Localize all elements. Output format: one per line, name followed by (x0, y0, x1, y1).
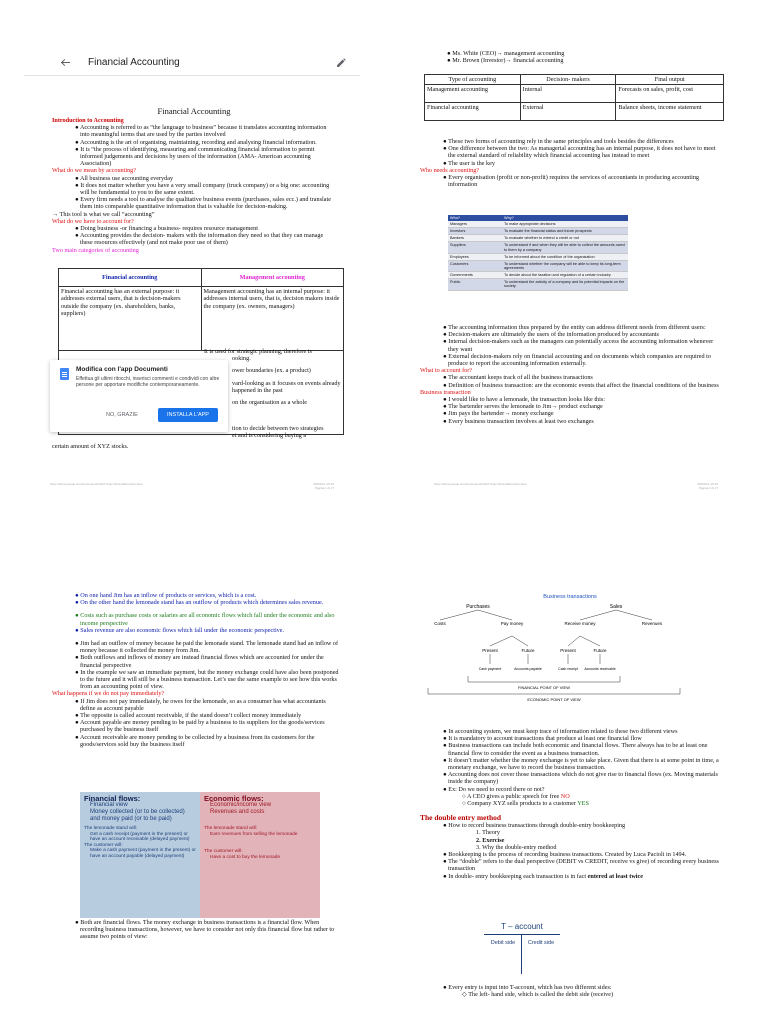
mean-item: ● Every firm needs a tool to analyse the qualitative business events (purchases, sales ecc.) and translate them into comparable quantitative information that is valuable for decision-making. (75, 196, 331, 211)
why-heading: What do we have to account for? (52, 217, 134, 225)
point-item: ● In accounting system, we must keep trace of information related to these two different views (443, 728, 678, 735)
point-item: ● I would like to have a lemonade, the transaction looks like this: (443, 396, 605, 404)
svg-text:Receive money: Receive money (564, 621, 596, 626)
point-item: ● Internal decision-makers such as the managers can potentially access the accounting information whenever they want (443, 338, 714, 353)
svg-text:Cash receipt: Cash receipt (558, 667, 578, 671)
business-transactions-diagram (420, 590, 720, 714)
list-item: 1. Theory (476, 829, 500, 837)
example-2: ○ Company XYZ sells products to a customer YES (462, 800, 589, 808)
example-1: ○ A CEO gives a public speech for free NO (462, 792, 570, 800)
mgmt-boundaries: ower boundaries (ex. a product) (232, 367, 311, 375)
account-heading: What to account for? (420, 367, 473, 375)
install-app-button[interactable]: INSTALLA L'APP (158, 408, 218, 422)
point-item: ● If Jim does not pay immediately, he owes for the lemonade, so as a consumer has what accountants define as account payable (75, 697, 326, 712)
intro-heading: Introduction to Accounting (52, 117, 124, 124)
point-item: ● On the other hand the lemonade stand has an outflow of products which determines sales revenue. (75, 599, 324, 607)
tail-line: et and is considering buying a (232, 432, 307, 440)
table-row: Financial accounting External Balance sheets, income statement (425, 103, 724, 121)
banner-title: Modifica con l'app Documenti (76, 366, 168, 373)
point-item: ● The bartender serves the lemonade to Jim→ product exchange (443, 403, 603, 411)
banner-message: Effettua gli ultimi ritocchi, inserisci commenti e condividi con altre persone per apportare modifiche contemporaneamente. (76, 376, 220, 388)
page-2 (384, 0, 768, 500)
page-footer (50, 482, 334, 490)
credit-side-label: Credit side (527, 940, 555, 946)
table-row: Customers To understand whether the company will be able to keep its long-term agreements (448, 260, 628, 271)
point-item: ● On one hand Jim has an inflow of products or services, which is a cost. (75, 592, 257, 599)
point-item: ● The accounting information thus prepared by the entity can address different needs from different users: (443, 324, 706, 331)
point-item: ● How to record business transactions through double-entry bookkeeping (443, 822, 626, 830)
diagram-sales: Sales (609, 604, 623, 610)
doc-title: Financial Accounting (157, 106, 231, 116)
diagram-purchases: Purchases (466, 604, 490, 610)
mean-heading: What do we mean by accounting? (52, 167, 137, 175)
mean-item: ● It does not matter whether you have a very small company (truck company) or a big one: accounting will be fundamental to you to the same extent. (75, 181, 330, 197)
point-item: ● Ex: Do we need to record there or not? (443, 785, 545, 793)
table-row: Suppliers To understand if and when they will be able to collect the amounts owed to them by a company (448, 242, 628, 253)
page3-end (52, 919, 340, 941)
tail-line: certain amount of XYZ stocks. (52, 443, 129, 450)
svg-text:Pay money: Pay money (500, 621, 524, 626)
page4-content (420, 728, 724, 880)
page2-top (424, 50, 724, 64)
table-row: Investors To evaluate the financial status and future prospects (448, 228, 628, 235)
intro-item: ● Accounting is the art of organising, maintaining, recording and analysing financial information. (75, 138, 317, 146)
tool-line: → This tool is what we call “accounting” (52, 210, 155, 218)
role-item: ● Ms. White (CEO)→ management accounting (447, 50, 565, 57)
point-item: ● Jim pays the bartender→ money exchange (443, 410, 554, 418)
page-footer (434, 482, 718, 490)
svg-text:Future: Future (593, 648, 607, 653)
page1-tail (232, 425, 362, 439)
point-item: ● Accounting does not cover those transactions which do not give rise to financial flows (ex. Moving materials inside the company) (443, 771, 718, 786)
page-4 (384, 512, 768, 1024)
transaction-heading: Business transaction (420, 388, 471, 396)
point-item: ● It is mandatory to account transactions that produce at least one financial flow (443, 735, 642, 743)
svg-text:Accounts receivable: Accounts receivable (584, 667, 616, 671)
point-item: ● In double- entry bookkeeping each transaction is in fact entered at least twice (443, 872, 644, 880)
page4-final (420, 984, 724, 998)
table-row: Management accounting Internal Forecasts on sales, profit, cost (425, 85, 724, 103)
point-item: ● The user is the key (443, 159, 495, 167)
table-row: Governments To decide about the taxation and regulation of a certain industry (448, 272, 628, 279)
point-item: ● Every business transaction involves at least two exchanges (443, 417, 594, 425)
mean-item: ● All business use accounting everyday (75, 174, 174, 182)
t-account-diagram (482, 922, 562, 978)
point-item: ● Sales revenue are also economic flows which fall under the economic perspective. (75, 626, 285, 634)
point-item: ● Business transactions can include both economic and financial flows. There always has to be at least one financial flow to consider the event as a business transaction. (443, 742, 708, 757)
page2-content (420, 138, 724, 188)
th-management: Management accounting (201, 269, 344, 287)
point-item: ● The “double” refers to the dual perspective (DEBIT vs CREDIT, receive vs give) of recording every business transaction (443, 858, 719, 873)
point-item: ● Every entry is input into T-account, which has two different sides: (443, 984, 612, 991)
svg-text:Present: Present (482, 648, 498, 653)
td-management-text: Management accounting has an internal purpose: it addresses internal users, that is, decision makers inside the company (ex. owners, managers) (203, 288, 340, 310)
point-item: ● Both are financial flows. The money exchange in business transactions is a financial flow. When recording business transactions, however, we have to consider not only this financial flow but rather to assume two points of view: (75, 919, 335, 941)
svg-text:Cash payment: Cash payment (478, 667, 502, 671)
point-item: ● Both outflows and inflows of money are instead financial flows which are accounted for under the financial perspective (75, 654, 324, 669)
page2-content-2 (420, 324, 724, 425)
why-item: ● Doing business -or financing a business- requires resource management (75, 225, 258, 233)
footer-url: https://docs.google.com/document/u/0/d/1?usp=drivesdk&mode=view (50, 482, 143, 486)
table-row: Public To understand the activity of a company and its potential impacts on the society (448, 279, 628, 290)
list-item: 2. Exercise (476, 836, 505, 844)
intro-item: ● Accounting is referred to as “the language to business” because it translates accounting information into meaningful terms that are used by the parties involved (75, 124, 327, 139)
table-row: Employees To be informed about the condition of the organisation (448, 253, 628, 260)
th-financial: Financial accounting (59, 269, 202, 287)
back-arrow-icon[interactable] (60, 58, 70, 68)
th-decision: Decision- makers (520, 75, 616, 85)
point-item: ● The opposite is called account receivable, if the stand doesn’t collect money immediately (75, 712, 302, 720)
point-item: ● Costs such as purchase costs or salaries are all economic flows which fall under the economic and also income perspective (75, 612, 335, 627)
point-item: ● External decision-makers rely on financial accounting and on documents which companies are required to produce to report the accounting information externally. (443, 352, 711, 368)
svg-text:Accounts payable: Accounts payable (514, 667, 542, 671)
svg-text:Future: Future (521, 648, 535, 653)
docs-app-icon (60, 368, 69, 380)
page3-content (52, 592, 340, 748)
role-item: ● Mr. Brown (Investor)→ financial accounting (447, 57, 564, 65)
tail-line: tion to decide between two strategies (232, 425, 324, 432)
point-item: ● Account payable are money pending to be paid by a business to its suppliers for the goods/services purchased by the business itself (75, 719, 325, 734)
table-row: Managers To make appropriate decisions (448, 221, 628, 228)
why-item: ● Accounting provides the decision- makers with the information they need so that they can manage these resources effectively (and not make poor use of them) (75, 232, 324, 247)
happen-heading: What happens if we do not pay immediately? (52, 690, 165, 698)
mgmt-strategic: It is used for strategic planning, therefore is (204, 348, 312, 355)
needs-heading: Who needs accounting? (420, 166, 480, 174)
no-thanks-button[interactable]: NO, GRAZIE (106, 412, 138, 418)
footer-date: 18/03/24, 15:32 Pagina 2 di 27 (697, 482, 718, 490)
svg-text:Present: Present (560, 648, 576, 653)
diagram-title: Business transactions (543, 594, 597, 600)
point-item: ● Account receivable are money pending to be collected by a business from its customers for the goods/services sold buy the business itself (75, 733, 315, 748)
th-output: Final output (616, 75, 724, 85)
point-item: ● It doesn’t matter whether the money exchange is yet to take place. Given that there is at some point in time, a monetary exchange, we have to record the business transaction. (443, 756, 719, 772)
financial-flows-box: Financial flows: Financial view Money collected (or to be collected) and money paid (or to be paid) The lemonade stand will: Get a cash receipt (payment in the present) or have an account receivable (delayed payment) The customer will: Make a cash payment (payment in the present) or have an account payable (delayed payment) (80, 792, 200, 918)
page1-content (52, 106, 336, 254)
intro-item: ● It is “the process of identifying, measuring and communicating financial information to permit informed judgements and decisions by users of the information (AMA- American accounting Association) (75, 145, 315, 168)
mgmt-forward: vard-looking as it focuses on events already happened in the past (232, 379, 341, 394)
pencil-edit-icon[interactable] (336, 58, 346, 68)
svg-text:Costs: Costs (434, 621, 446, 626)
economic-flows-box: Economic flows: Economic/income view Revenues and costs The lemonade stand will: Earn revenues from selling the lemonade The customer will: Have a cost to buy the lemonade (200, 792, 320, 918)
needs-item: ● Every organisation (profit or non-profit) requires the services of accountants in producing accounting information (443, 174, 700, 189)
install-app-banner (50, 360, 228, 432)
double-entry-heading: The double entry method (420, 813, 502, 823)
categories-heading: Two main categories of accounting (52, 246, 139, 254)
point-item: ● In the example we saw an immediate payment, but the money exchange could have also been postponed to the future and it will still be a business transaction. Let’s use the same example to see how this works from an accounting point of view. (75, 668, 339, 691)
svg-text:FINANCIAL POINT OF VIEW: FINANCIAL POINT OF VIEW (517, 685, 571, 690)
point-item: ● One difference between the two: As managerial accounting has an internal purpose, it does not have to meet the external standard of reliability which financial accounting has instead to meet (443, 145, 716, 160)
point-item: ● Decision-makers are ultimately the users of the information produced by accountants (443, 331, 659, 339)
footer-date: 18/03/24, 15:32 Pagina 1 di 27 (313, 482, 334, 490)
mgmt-looking: ooking. (232, 355, 251, 363)
td-financial: Financial accounting has an external purpose: it addresses external users, that is decision-makers outside the company (ex. shareholders, banks, suppliers) (59, 287, 202, 351)
svg-text:ECONOMIC POINT OF VIEW: ECONOMIC POINT OF VIEW (527, 697, 581, 702)
th-type: Type of accounting (425, 75, 521, 85)
mgmt-whole: on the organisation as a whole (232, 399, 307, 407)
page-3 (0, 512, 384, 1024)
t-account-title: T – account (501, 922, 543, 931)
app-bar (24, 50, 360, 76)
debit-side-label: Debit side (490, 940, 516, 946)
app-bar-title: Financial Accounting (88, 57, 180, 68)
point-item: ● The accountant keeps track of all the business transactions (443, 374, 593, 382)
footer-url: https://docs.google.com/document/u/0/d/1?usp=drivesdk&mode=view (434, 482, 527, 486)
point-item: ◇ The left- hand side, which is called the debit side (receive) (462, 991, 614, 999)
list-item: 3. Why the double-entry method (476, 843, 557, 851)
point-item: ● These two forms of accounting rely in the same principles and tools besides the differences (443, 138, 674, 145)
who-needs-table: Who? Why? Managers To make appropriate decisions Investors To evaluate the financial status and future prospects Bankers To evaluate whether to extend a credit or not Suppliers To understand if and when they will be able to collect the amounts owed to them by a company Employees To be informed about the condition of the organisation Customers To understand whether the company will be able to keep its long-term agreements Governments To decide about the taxation and regulation of a certain industry Public To understand the activity of a company and its potential impacts on the society (448, 215, 628, 291)
table-row: Bankers To evaluate whether to extend a credit or not (448, 235, 628, 242)
svg-text:Revenues: Revenues (641, 621, 663, 626)
point-item: ● Definition of business transaction: are the economic events that affect the financial conditions of the business (443, 381, 719, 389)
td-management (201, 287, 344, 351)
accounting-types-table (424, 74, 724, 121)
page-1 (0, 0, 384, 500)
point-item: ● Bookkeeping is the process of recording business transactions. Created by Luca Pacioli in 1494. (443, 851, 687, 859)
point-item: ● Jim had an outflow of money because he paid the lemonade stand. The lemonade stand had an inflow of money because it collected the money from Jim. (75, 640, 339, 655)
